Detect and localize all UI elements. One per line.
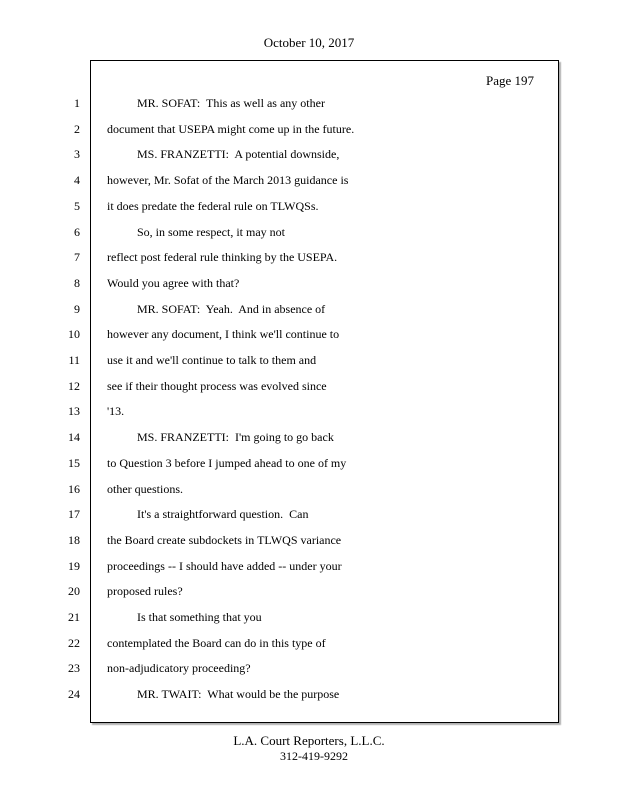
transcript-line: non-adjudicatory proceeding? xyxy=(107,661,251,675)
footer-company: L.A. Court Reporters, L.L.C. xyxy=(233,733,385,748)
transcript-line: Would you agree with that? xyxy=(107,276,240,290)
transcript-line: contemplated the Board can do in this type of xyxy=(107,636,326,650)
line-number: 17 xyxy=(68,507,80,521)
transcript-line: however, Mr. Sofat of the March 2013 guidance is xyxy=(107,173,349,187)
line-number: 23 xyxy=(68,661,80,675)
line-number: 8 xyxy=(74,276,80,290)
line-number: 21 xyxy=(68,610,80,624)
line-number: 13 xyxy=(68,404,80,418)
line-number: 16 xyxy=(68,482,80,496)
transcript-line: proceedings -- I should have added -- under your xyxy=(107,559,342,573)
line-number: 9 xyxy=(74,302,80,316)
transcript-line: proposed rules? xyxy=(107,584,183,598)
transcript-line: see if their thought process was evolved since xyxy=(107,379,327,393)
line-number: 14 xyxy=(68,430,80,444)
line-number: 4 xyxy=(74,173,80,187)
footer-phone: 312-419-9292 xyxy=(280,749,348,763)
transcript-line: it does predate the federal rule on TLWQSs. xyxy=(107,199,319,213)
transcript-line: MS. FRANZETTI: A potential downside, xyxy=(107,147,340,161)
transcript-line: MR. SOFAT: Yeah. And in absence of xyxy=(107,302,326,316)
transcript-line: document that USEPA might come up in the future. xyxy=(107,122,355,136)
transcript-line: the Board create subdockets in TLWQS variance xyxy=(107,533,342,547)
page-number: Page 197 xyxy=(485,73,534,88)
line-number: 24 xyxy=(68,687,80,701)
line-number: 7 xyxy=(74,250,80,264)
line-number: 15 xyxy=(68,456,80,470)
transcript-line: MS. FRANZETTI: I'm going to go back xyxy=(107,430,334,444)
transcript-line: So, in some respect, it may not xyxy=(107,225,285,239)
transcript-line: Is that something that you xyxy=(107,610,262,624)
transcript-line: to Question 3 before I jumped ahead to one of my xyxy=(107,456,347,470)
line-number: 20 xyxy=(68,584,80,598)
transcript-line: It's a straightforward question. Can xyxy=(107,507,309,521)
transcript-line: other questions. xyxy=(107,482,183,496)
line-number: 2 xyxy=(74,122,80,136)
line-number: 19 xyxy=(68,559,80,573)
line-number: 3 xyxy=(74,147,80,161)
transcript-line: use it and we'll continue to talk to them and xyxy=(107,353,317,367)
line-number: 22 xyxy=(68,636,80,650)
line-number: 18 xyxy=(68,533,80,547)
transcript-line: reflect post federal rule thinking by the USEPA. xyxy=(107,250,338,264)
line-number: 5 xyxy=(74,199,80,213)
line-number: 1 xyxy=(74,96,80,110)
transcript-line: '13. xyxy=(107,404,125,418)
transcript-line: MR. TWAIT: What would be the purpose xyxy=(107,687,340,701)
line-number: 12 xyxy=(68,379,80,393)
transcript-line: MR. SOFAT: This as well as any other xyxy=(107,96,325,110)
line-number: 6 xyxy=(74,225,80,239)
transcript-line: however any document, I think we'll continue to xyxy=(107,327,340,341)
line-number: 11 xyxy=(68,353,80,367)
line-number: 10 xyxy=(68,327,80,341)
header-date: October 10, 2017 xyxy=(263,35,355,50)
